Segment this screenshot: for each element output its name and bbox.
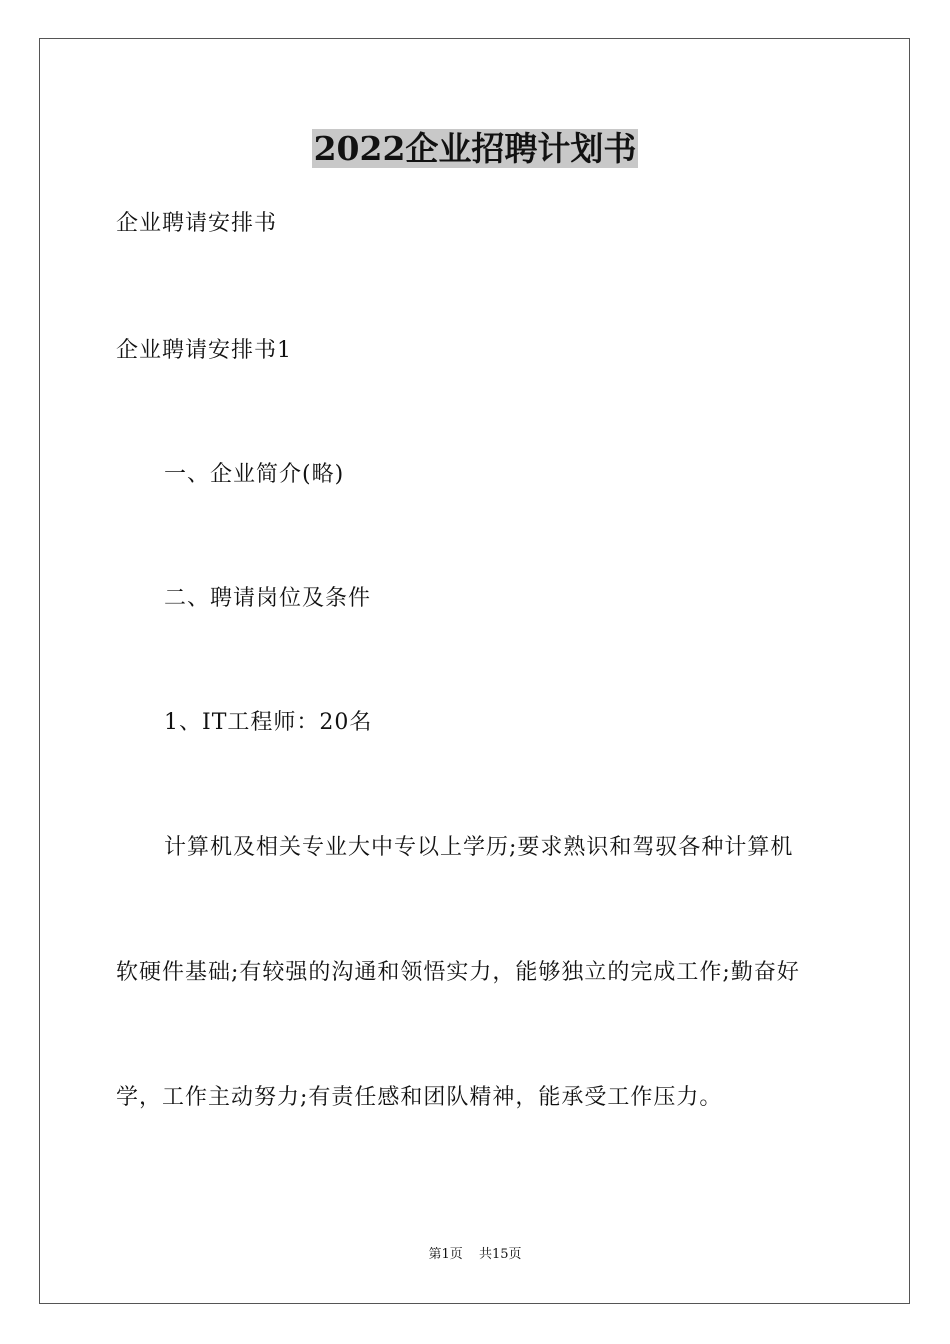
paragraph-line-2: 软硬件基础;有较强的沟通和领悟实力，能够独立的完成工作;勤奋好 bbox=[116, 960, 800, 985]
page-number: 第1页 bbox=[428, 1247, 463, 1262]
page-footer bbox=[0, 1246, 950, 1264]
document-title bbox=[0, 126, 950, 172]
position-item-1: 1、IT工程师：20名 bbox=[164, 710, 373, 735]
section-heading-2: 二、聘请岗位及条件 bbox=[164, 586, 372, 611]
doc-heading: 企业聘请安排书 bbox=[116, 211, 278, 236]
page-total: 共15页 bbox=[478, 1247, 522, 1262]
doc-subheading: 企业聘请安排书1 bbox=[116, 338, 292, 363]
document-title-text: 2022企业招聘计划书 bbox=[313, 129, 637, 168]
paragraph-line-1: 计算机及相关专业大中专以上学历;要求熟识和驾驭各种计算机 bbox=[164, 835, 794, 860]
paragraph-line-3: 学，工作主动努力;有责任感和团队精神，能承受工作压力。 bbox=[116, 1085, 723, 1110]
section-heading-1: 一、企业简介(略) bbox=[164, 462, 345, 487]
